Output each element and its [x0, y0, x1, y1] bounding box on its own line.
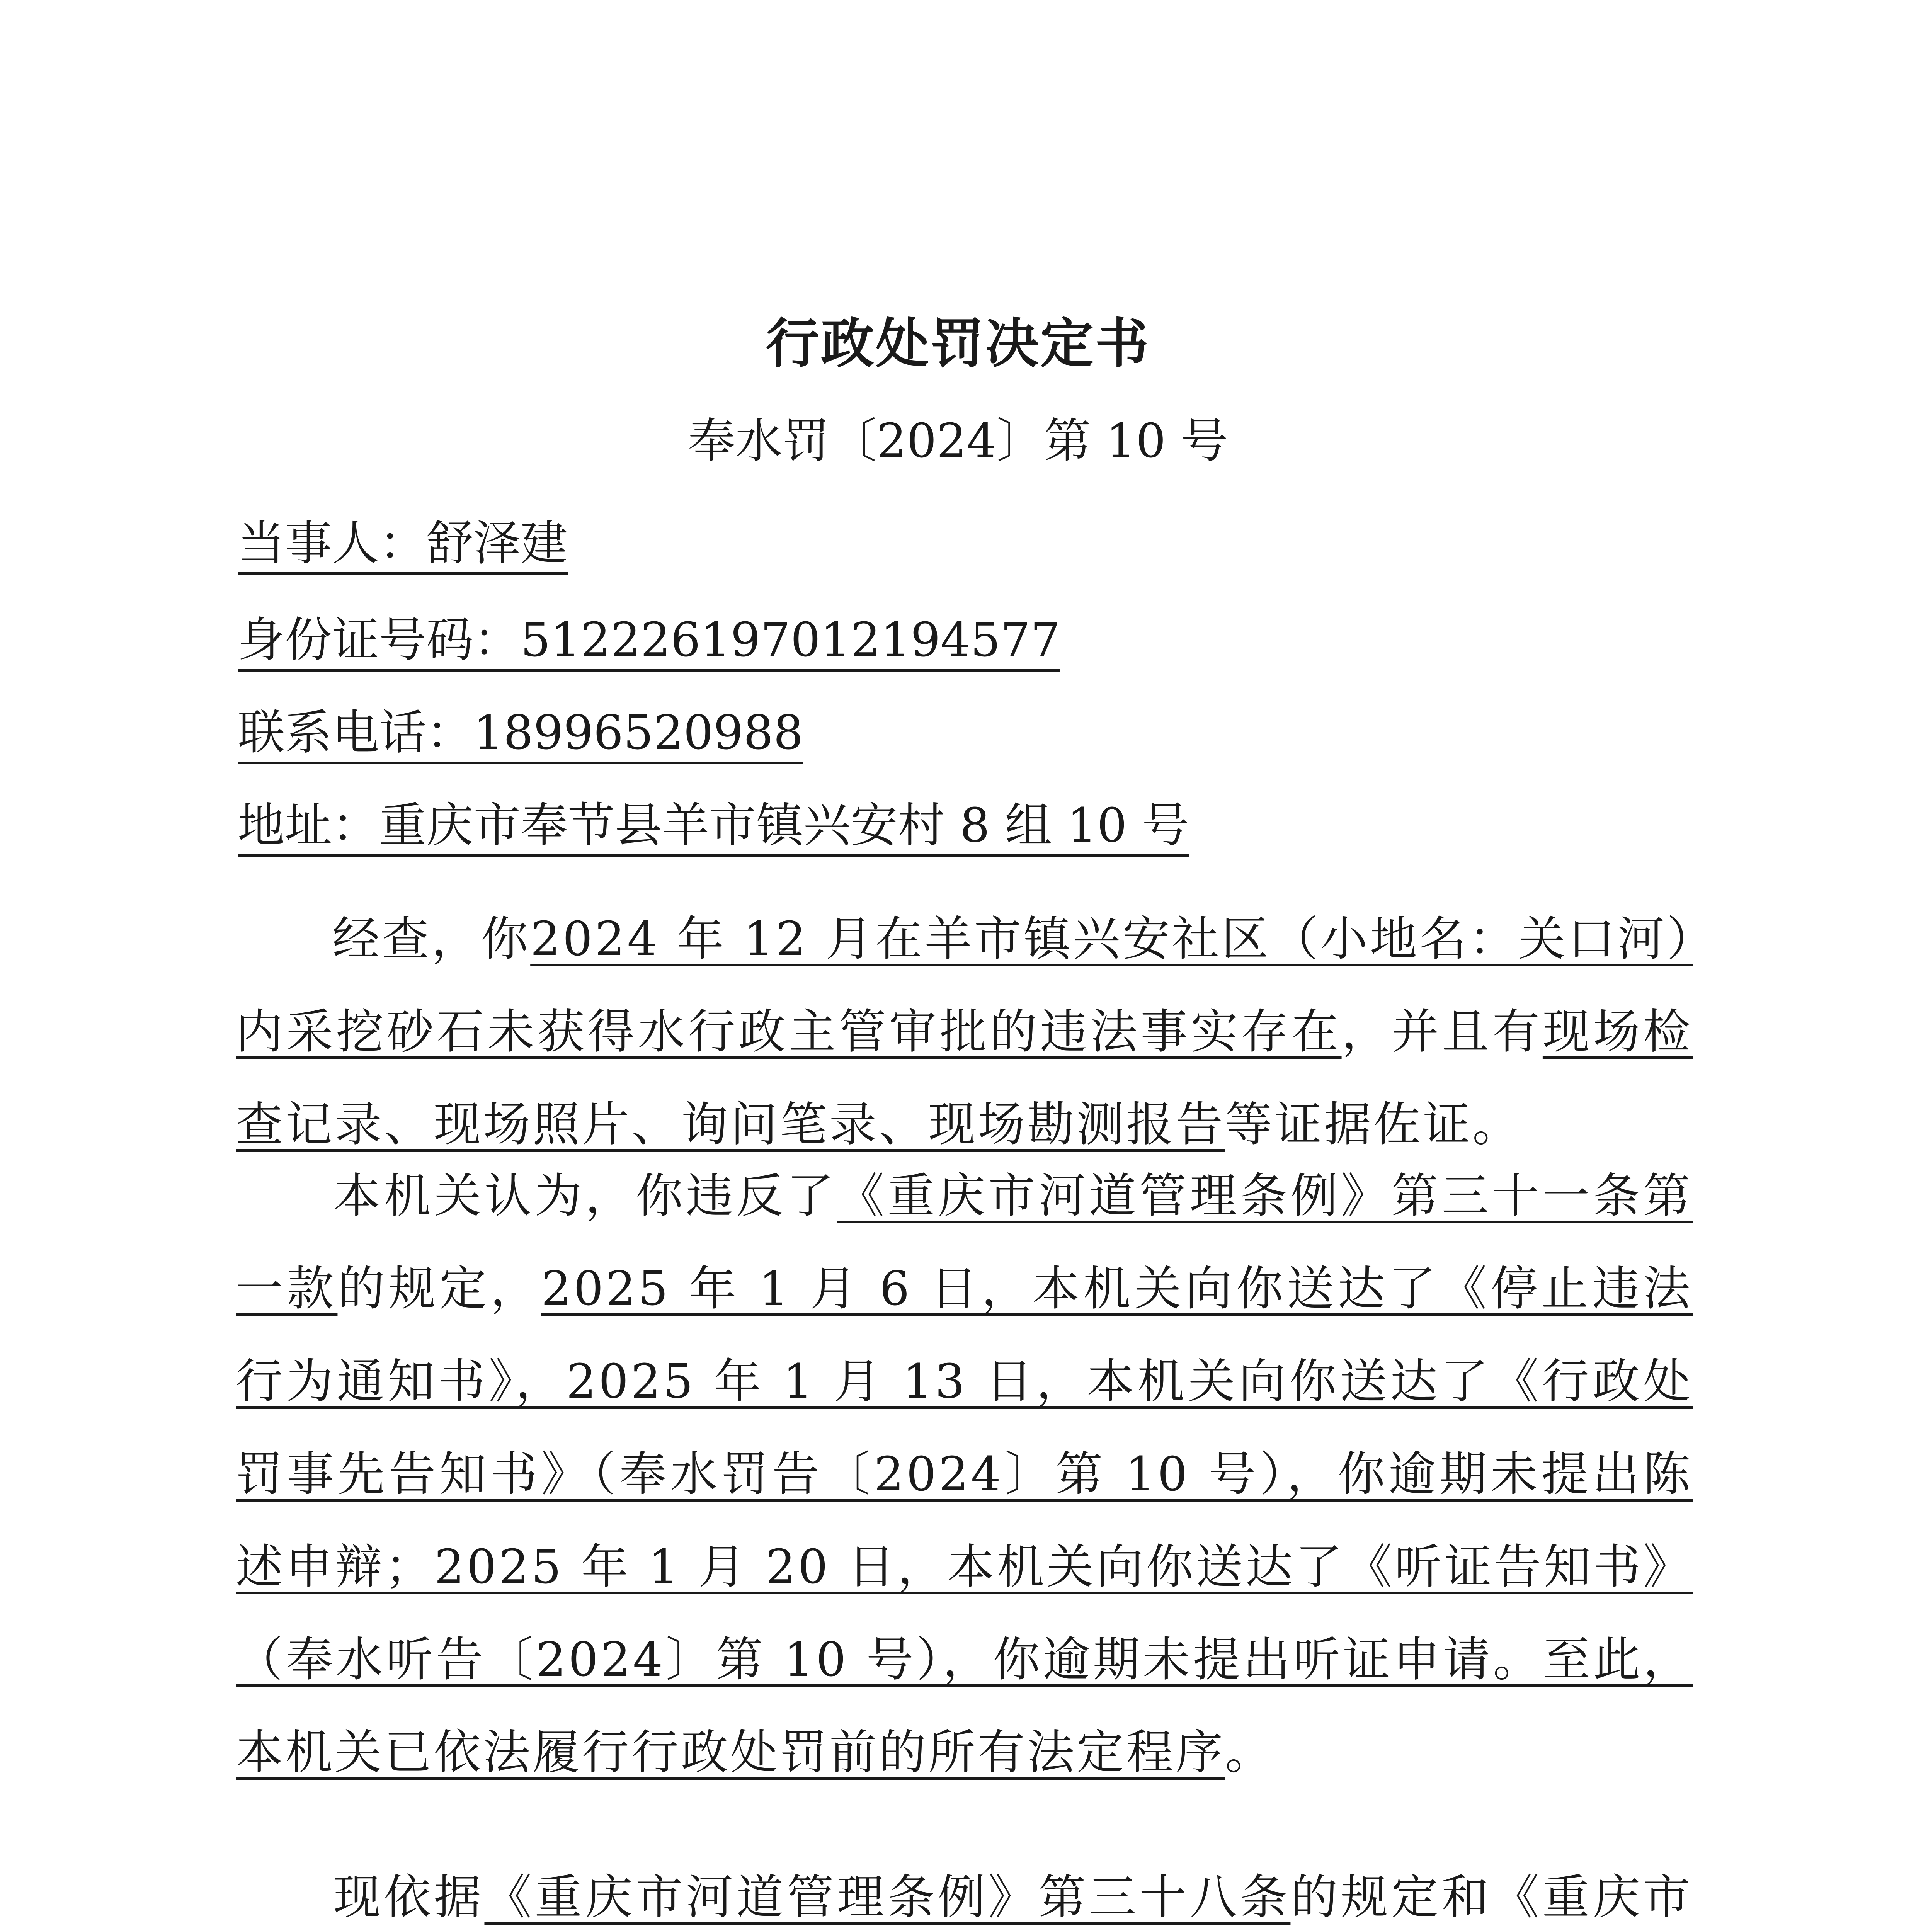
facts-text-1: 经查，你 [332, 912, 531, 966]
violation-underlined-1: 《重庆市河道管理条例》第三十一条第一款 [236, 1168, 1693, 1316]
party-id-line [238, 612, 1061, 672]
facts-underlined-2: 现场检查记录、现场照片、询问笔录、现场勘测报告 [236, 1004, 1693, 1152]
party-name-line [238, 516, 568, 575]
party-id-label: 身份证号码： [238, 612, 521, 667]
party-address: 重庆市奉节县羊市镇兴安村 8 组 10 号 [379, 798, 1189, 853]
facts-text-3: 等证据佐证。 [1225, 1097, 1522, 1152]
party-name-label: 当事人： [238, 516, 426, 571]
party-name-field [238, 516, 568, 575]
facts-paragraph [236, 893, 1693, 1171]
decision-text-1: 现依据 [332, 1870, 485, 1925]
party-address-label: 地址： [238, 798, 379, 853]
party-address-line [238, 798, 1189, 857]
violation-text-2: 的规定， [337, 1261, 541, 1316]
violation-underlined-2: 2025 年 1 月 6 日，本机关向你送达了《停止违法行为通知书》，2025 年 1 月 13 日，本机关向你送达了《行政处罚事先告知书》（奉水罚告〔2024〕第 10 号），你逾期未提出陈述申辩；2025 年 1 月 20 日，本机关向你送达了《听证告知书》（奉水听告〔2024〕第 10 号），你逾期未提出听证申请。至此，本机关已依法履行行政处罚前的所有法定程序 [236, 1261, 1693, 1780]
facts-underlined-1: 2024 年 12 月在羊市镇兴安社区（小地名：关口河）内采挖砂石未获得水行政主管审批的违法事实存在 [236, 912, 1693, 1059]
violation-paragraph [236, 1150, 1693, 1799]
decision-paragraph [236, 1851, 1693, 1932]
document-number: 奉水罚〔2024〕第 10 号 [688, 413, 1228, 468]
violation-text-3: 。 [1225, 1725, 1274, 1780]
party-id-number: 512226197012194577 [521, 612, 1061, 667]
violation-text-1: 本机关认为，你违反了 [332, 1168, 837, 1223]
decision-underlined-1: 《重庆市河道管理条例》第三十八条 [484, 1870, 1291, 1925]
party-phone-line [238, 705, 803, 764]
party-phone: 18996520988 [473, 705, 803, 760]
document-title: 行政处罚决定书 [766, 312, 1150, 375]
party-name: 舒泽建 [426, 516, 568, 571]
facts-text-2: ，并且有 [1341, 1004, 1543, 1059]
decision-text-2: 的规定和《重庆市 [1290, 1870, 1693, 1925]
party-address-field [238, 798, 1189, 857]
party-phone-label: 联系电话： [238, 705, 473, 760]
party-id-field [238, 612, 1061, 672]
party-phone-field [238, 705, 803, 764]
